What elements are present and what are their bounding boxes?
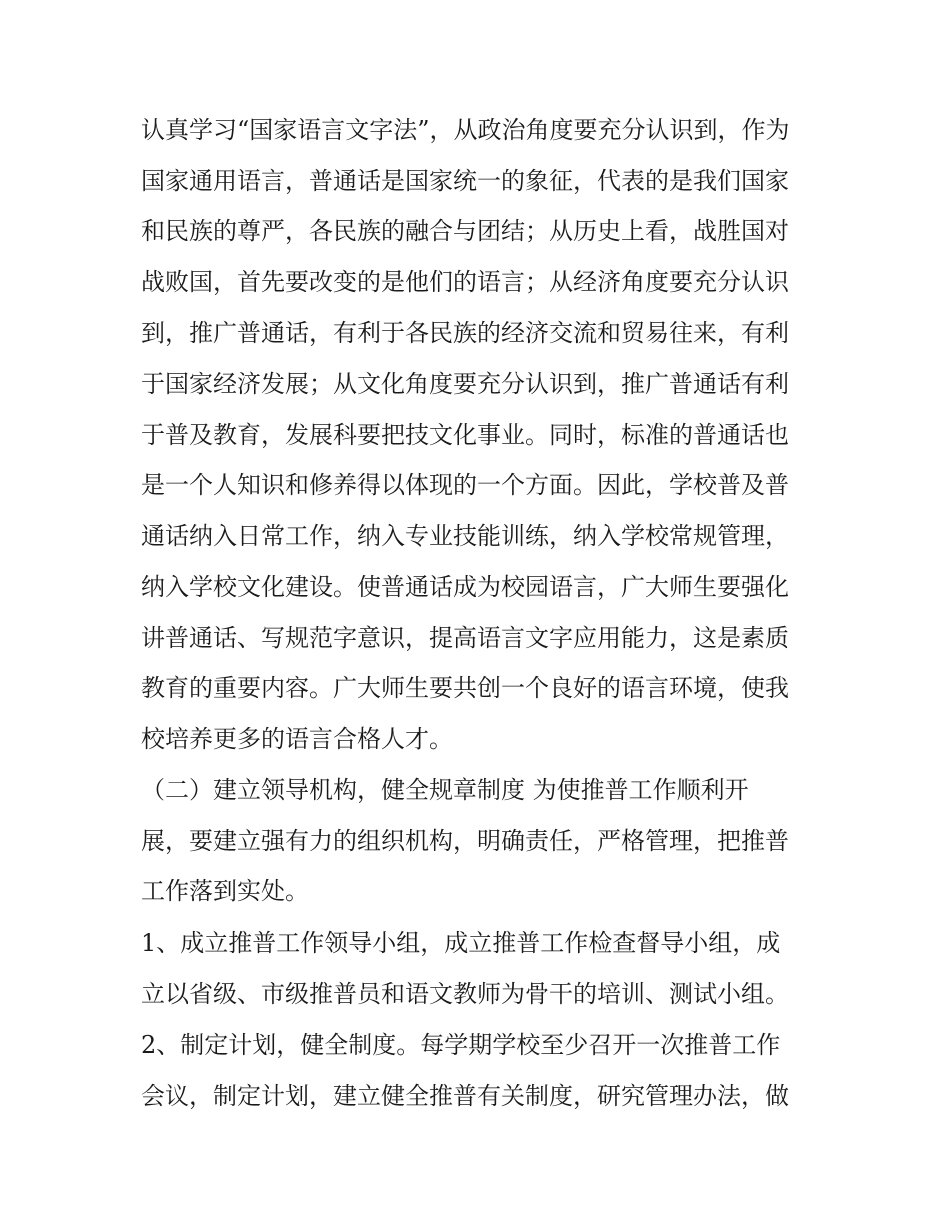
text-line: 国家通用语言，普通话是国家统一的象征，代表的是我们国家	[141, 167, 789, 195]
text-line: 到，推广普通话，有利于各民族的经济交流和贸易往来，有利	[141, 319, 789, 347]
text-line: 通话纳入日常工作，纳入专业技能训练，纳入学校常规管理，	[141, 522, 789, 550]
text-line: 校培养更多的语言合格人才。	[141, 725, 453, 753]
list-item-line: 2、制定计划，健全制度。每学期学校至少召开一次推普工作	[141, 1031, 781, 1059]
text-line: 于普及教育，发展科要把技文化事业。同时，标准的普通话也	[141, 421, 789, 449]
text-line: 是一个人知识和修养得以体现的一个方面。因此，学校普及普	[141, 471, 789, 499]
text-line: 工作落到实处。	[141, 877, 309, 905]
text-line: 和民族的尊严，各民族的融合与团结；从历史上看，战胜国对	[141, 217, 789, 245]
text-line: 认真学习“国家语言文字法”，从政治角度要充分认识到，作为	[141, 116, 790, 144]
text-line: 讲普通话、写规范字意识，提高语言文字应用能力，这是素质	[141, 624, 789, 652]
text-line: 战败国，首先要改变的是他们的语言；从经济角度要充分认识	[141, 268, 789, 296]
section-heading-line: （二）建立领导机构，健全规章制度 为使推普工作顺利开	[141, 776, 749, 804]
text-line: 于国家经济发展；从文化角度要充分认识到，推广普通话有利	[141, 370, 789, 398]
text-line: 展，要建立强有力的组织机构，明确责任，严格管理，把推普	[141, 827, 789, 855]
text-line: 立以省级、市级推普员和语文教师为骨干的培训、测试小组。	[141, 980, 789, 1008]
text-line: 会议，制定计划，建立健全推普有关制度，研究管理办法，做	[141, 1082, 789, 1110]
text-line: 教育的重要内容。广大师生要共创一个良好的语言环境，使我	[141, 674, 789, 702]
text-line: 纳入学校文化建设。使普通话成为校园语言，广大师生要强化	[141, 573, 789, 601]
list-item-line: 1、成立推普工作领导小组，成立推普工作检查督导小组，成	[141, 929, 781, 957]
